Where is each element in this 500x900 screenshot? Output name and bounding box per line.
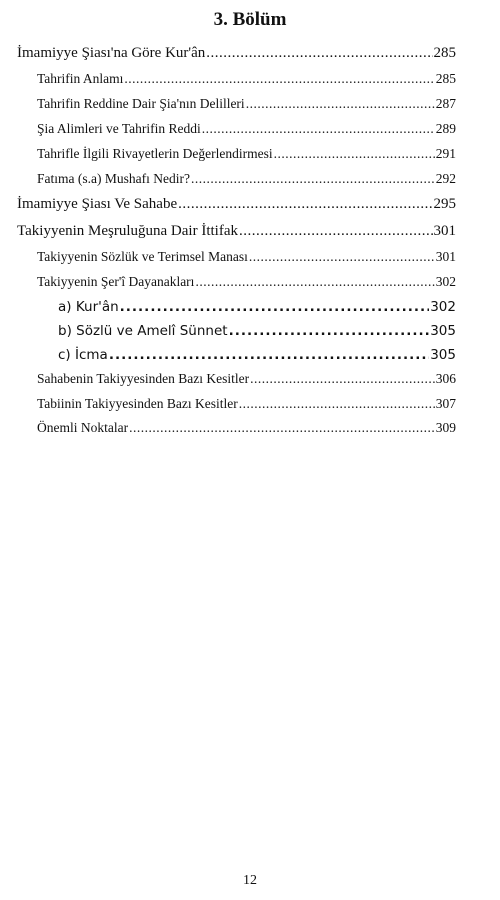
toc-entry-page: 305 bbox=[430, 347, 456, 363]
toc-entry-label: Tabiinin Takiyyesinden Bazı Kesitler bbox=[37, 396, 238, 411]
toc-entry bbox=[58, 345, 456, 365]
toc-entry-label: İmamiyye Şiası Ve Sahabe bbox=[17, 196, 178, 212]
toc-entry bbox=[37, 370, 456, 388]
dot-leader bbox=[129, 419, 435, 437]
toc-entry-label: Sahabenin Takiyyesinden Bazı Kesitler bbox=[37, 371, 250, 386]
toc-entry bbox=[37, 95, 456, 113]
toc-entry-label: Tahrifin Reddine Dair Şia'nın Delilleri bbox=[37, 96, 245, 111]
toc-entry-label: b) Sözlü ve Amelî Sünnet bbox=[58, 323, 228, 339]
toc-entry-label: a) Kur'ân bbox=[58, 299, 119, 315]
toc-entry-label: Önemli Noktalar bbox=[37, 420, 129, 435]
dot-leader bbox=[274, 145, 435, 163]
toc-entry-page: 301 bbox=[433, 223, 456, 239]
toc-entry-label: Takiyyenin Sözlük ve Terimsel Manası bbox=[37, 249, 248, 264]
toc-entry bbox=[17, 43, 456, 63]
dot-leader bbox=[120, 297, 430, 317]
toc-entry-page: 309 bbox=[435, 420, 456, 435]
page-number: 12 bbox=[243, 873, 257, 888]
toc-entry-page: 285 bbox=[435, 71, 456, 86]
toc-entry-page: 306 bbox=[435, 371, 456, 386]
toc-entry-page: 285 bbox=[433, 45, 456, 61]
toc-entry bbox=[37, 419, 456, 437]
toc-entry-page: 302 bbox=[430, 299, 456, 315]
dot-leader bbox=[239, 221, 433, 241]
page-title: 3. Bölüm bbox=[213, 9, 287, 30]
toc-entry-label: Takiyyenin Şer'î Dayanakları bbox=[37, 274, 195, 289]
dot-leader bbox=[191, 170, 435, 188]
toc-entry bbox=[37, 395, 456, 413]
toc-entry-label: Takiyyenin Meşruluğuna Dair İttifak bbox=[17, 223, 238, 239]
dot-leader bbox=[195, 273, 434, 291]
dot-leader bbox=[206, 43, 432, 63]
dot-leader bbox=[109, 345, 429, 365]
dot-leader bbox=[246, 95, 435, 113]
toc-entry-page: 305 bbox=[430, 323, 456, 339]
toc-entry bbox=[37, 120, 456, 138]
dot-leader bbox=[250, 370, 435, 388]
toc-entry bbox=[17, 221, 456, 241]
toc-entry-label: Fatıma (s.a) Mushafı Nedir? bbox=[37, 171, 190, 186]
toc-entry bbox=[37, 170, 456, 188]
toc-entry bbox=[37, 145, 456, 163]
toc-entry-label: Şia Alimleri ve Tahrifin Reddi bbox=[37, 121, 201, 136]
toc-entry-page: 301 bbox=[435, 249, 456, 264]
toc-entry bbox=[17, 194, 456, 214]
toc-entry bbox=[37, 70, 456, 88]
dot-leader bbox=[202, 120, 435, 138]
toc-entry-page: 295 bbox=[433, 196, 456, 212]
dot-leader bbox=[124, 70, 434, 88]
toc-entry-page: 289 bbox=[435, 121, 456, 136]
toc-entry-page: 292 bbox=[435, 171, 456, 186]
toc-entry-label: İmamiyye Şiası'na Göre Kur'ân bbox=[17, 45, 206, 61]
dot-leader bbox=[178, 194, 432, 214]
toc-entry bbox=[58, 321, 456, 341]
toc-entry-label: Tahrifin Anlamı bbox=[37, 71, 124, 86]
toc-entry-page: 302 bbox=[435, 274, 456, 289]
toc-entry-page: 307 bbox=[435, 396, 456, 411]
toc-entry-page: 291 bbox=[435, 146, 456, 161]
toc-entry bbox=[37, 248, 456, 266]
dot-leader bbox=[229, 321, 430, 341]
toc-entry-label: Tahrifle İlgili Rivayetlerin Değerlendirmesi bbox=[37, 146, 273, 161]
toc-entry-page: 287 bbox=[435, 96, 456, 111]
dot-leader bbox=[239, 395, 435, 413]
toc-entry bbox=[37, 273, 456, 291]
toc-entry bbox=[58, 297, 456, 317]
toc-entry-label: c) İcma bbox=[58, 347, 108, 363]
dot-leader bbox=[249, 248, 435, 266]
